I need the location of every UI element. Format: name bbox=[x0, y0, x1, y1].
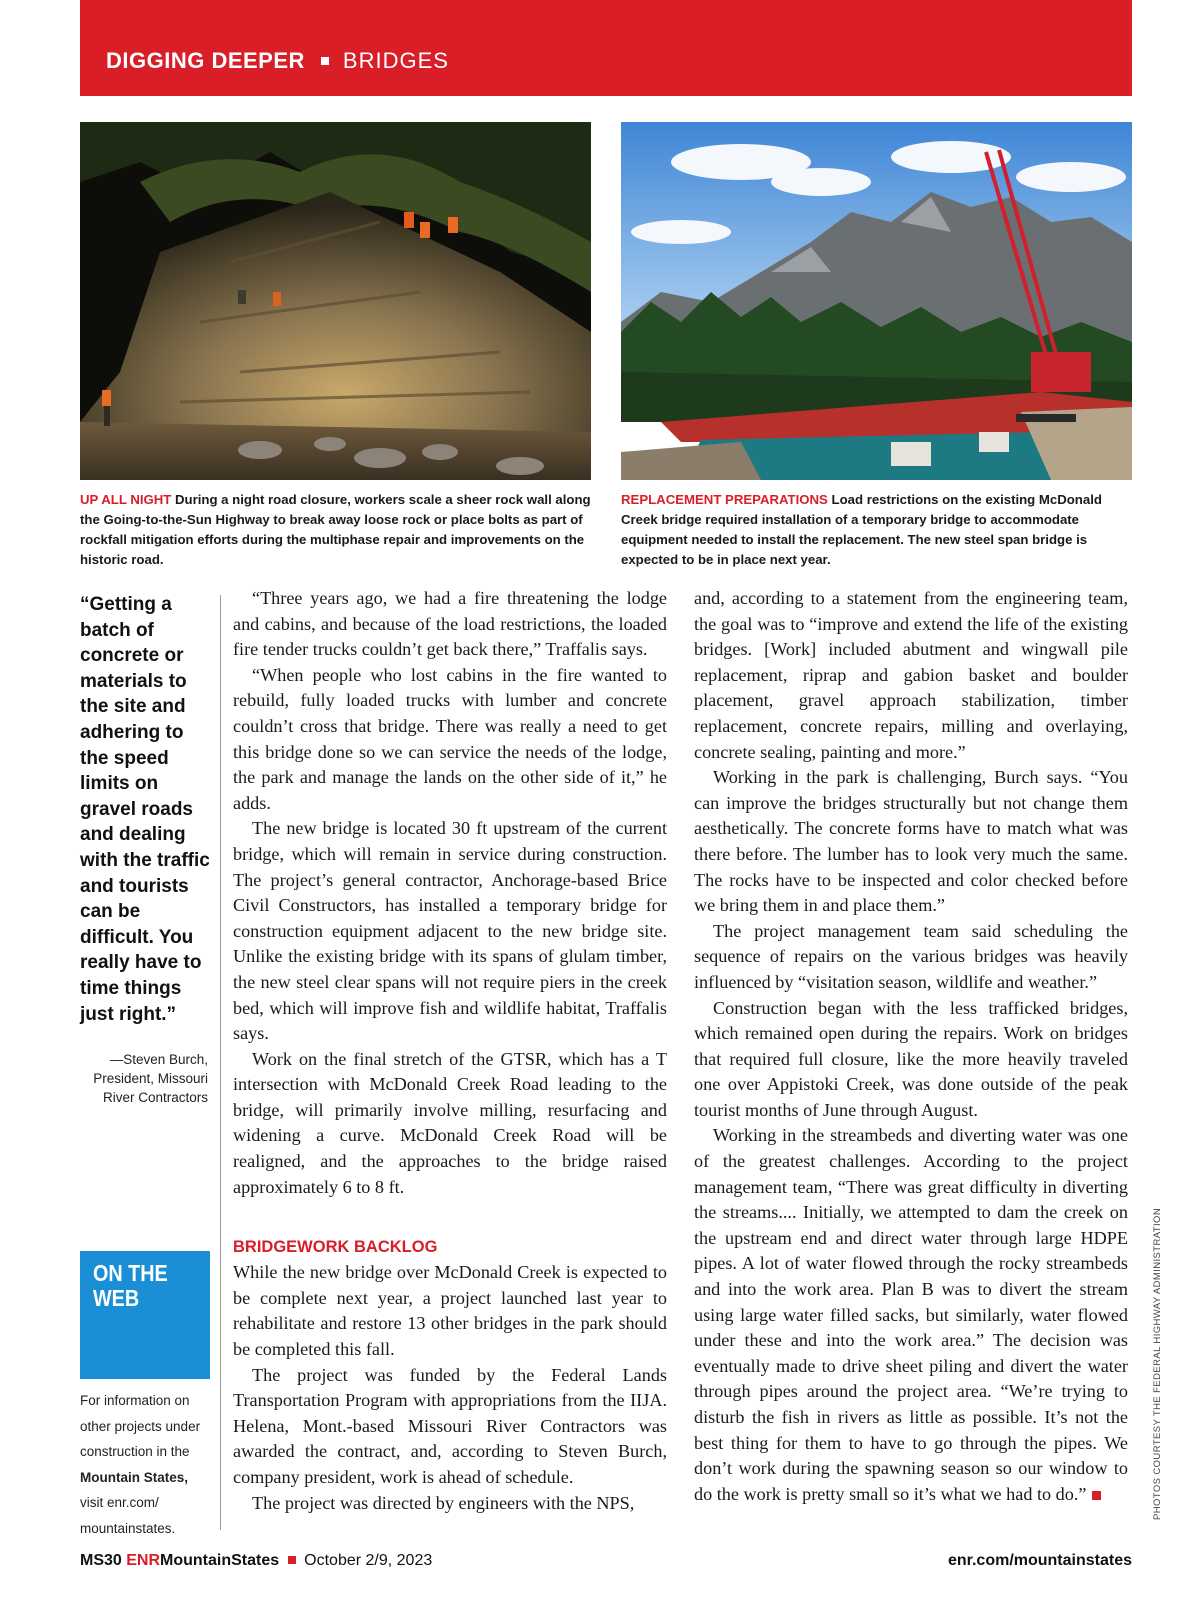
section-label: DIGGING DEEPER bbox=[106, 48, 305, 73]
photo-night-rock-wall bbox=[80, 122, 591, 480]
body-paragraph-text: Working in the streambeds and diverting water was one of the greatest challenges. According to the project management team, “There was great difficulty in diverting the streams.... Initially, we attempted to dam the creek on the upstream end and direct water through large HDPE pipes. A lot of water flowed through the rocky streambeds and into the work area. Plan B was to divert the stream using large water filled sacks, but similarly, water flowed under these and into the work area.” The decision was eventually made to drive sheet piling and divert the water through pipes around the project area. “We’re trying to disturb the fish in rivers as little as possible. It’s not the best thing for them to have to go through the pipes. We don’t work during the spawning season so our window to do the work is pretty small so it’s what we had to do.” bbox=[694, 1125, 1128, 1504]
footer-left bbox=[80, 1552, 432, 1570]
footer-square-icon bbox=[288, 1556, 296, 1564]
caption-replacement-preparations bbox=[621, 490, 1132, 570]
body-paragraph: “When people who lost cabins in the fire wanted to rebuild, fully loaded trucks with lumber and concrete couldn’t cross that bridge. There was really a need to get this bridge done so we can service the needs of the lodge, the park and manage the lands on the other side of it,” he adds. bbox=[233, 664, 667, 813]
caption-up-all-night bbox=[80, 490, 591, 570]
end-mark-icon bbox=[1092, 1491, 1101, 1500]
body-paragraph: Working in the park is challenging, Burch says. “You can improve the bridges structurally but not change them aesthetically. The concrete forms have to match what was there before. The lumber has to look very much the same. The rocks have to be inspected and color checked before we bring them in and place them.” bbox=[694, 767, 1128, 916]
banner-square-icon bbox=[321, 57, 329, 65]
body-paragraph-last bbox=[694, 1123, 1128, 1507]
section-banner bbox=[80, 0, 1132, 96]
footer-url[interactable]: enr.com/mountainstates bbox=[947, 1552, 1132, 1569]
on-the-web-bold: Mountain States, bbox=[80, 1469, 189, 1485]
article-column-middle bbox=[233, 586, 667, 1516]
photo-credit: PHOTOS COURTESY THE FEDERAL HIGHWAY ADMINISTRATION bbox=[1152, 1207, 1163, 1520]
article-column-right bbox=[694, 586, 1128, 1507]
topic-label: BRIDGES bbox=[342, 48, 449, 73]
subhead-bridgework-backlog: BRIDGEWORK BACKLOG bbox=[233, 1238, 438, 1257]
on-the-web-text-before: For information on other projects under construction in the bbox=[80, 1393, 201, 1460]
body-paragraph: The project management team said scheduling the sequence of repairs on the various bridges was heavily influenced by “visitation season, wildlife and weather.” bbox=[694, 920, 1128, 992]
on-the-web-text bbox=[80, 1388, 210, 1542]
body-paragraph: The new bridge is located 30 ft upstream of the current bridge, which will remain in service during construction. The project’s general contractor, Anchorage-based Brice Civil Constructors, has installed a temporary bridge for construction equipment adjacent to the new bridge site. Unlike the existing bridge with its spans of glulam timber, the new steel clear spans will not require piers in the creek bed, which will improve fish and wildlife habitat, Traffalis says. bbox=[233, 818, 667, 1044]
pull-quote: “Getting a batch of concrete or materials to the site and adhering to the speed limits on gravel roads and dealing with the traffic and tourists can be difficult. You really have to time things just right.” bbox=[80, 594, 210, 1025]
on-the-web-text-after: visit enr.com/ mountainstates. bbox=[80, 1495, 176, 1536]
pull-quote-attribution: —Steven Burch, President, Missouri River Contractors bbox=[93, 1052, 208, 1105]
on-the-web-box bbox=[80, 1251, 210, 1379]
caption-text: Load restrictions on the existing McDonald Creek bridge required installation of a temporary bridge to accommodate equipment needed to install the replacement. The new steel span bridge is expected to be in place next year. bbox=[621, 492, 1102, 567]
caption-head: UP ALL NIGHT bbox=[80, 492, 172, 507]
caption-text: During a night road closure, workers scale a sheer rock wall along the Going-to-the-Sun Highway to break away loose rock or place bolts as part of rockfall mitigation efforts during the multiphase repair and improvements on the historic road. bbox=[80, 492, 591, 567]
body-paragraph: The project was funded by the Federal Lands Transportation Program with appropriations from the IIJA. Helena, Mont.-based Missouri River Contractors was awarded the contract, and, according to Steven Burch, company president, work is ahead of schedule. bbox=[233, 1364, 667, 1487]
photo-mcdonald-creek-bridge bbox=[621, 122, 1132, 480]
page-folio: MS30 bbox=[80, 1552, 122, 1569]
body-paragraph: The project was directed by engineers with the NPS, bbox=[252, 1492, 635, 1513]
body-paragraph: and, according to a statement from the engineering team, the goal was to “improve and extend the life of the existing bridges. [Work] included abutment and wingwall pile replacement, riprap and gabion basket and boulder placement, gravel approach stabilization, timber replacement, concrete repairs, milling and overlaying, concrete sealing, painting and more.” bbox=[694, 588, 1128, 762]
body-paragraph: While the new bridge over McDonald Creek is expected to be complete next year, a project launched last year to rehabilitate and restore 13 other bridges in the park should be completed this fall. bbox=[233, 1262, 667, 1360]
body-paragraph: “Three years ago, we had a fire threatening the lodge and cabins, and because of the load restrictions, the loaded fire tender trucks couldn’t get back there,” Traffalis says. bbox=[233, 588, 667, 660]
body-paragraph: Construction began with the less trafficked bridges, which remained open during the repairs. Work on bridges that required full closure, like the more heavily traveled one over Appistoki Creek, was done outside of the peak tourist months of June through August. bbox=[694, 997, 1128, 1120]
caption-head: REPLACEMENT PREPARATIONS bbox=[621, 492, 828, 507]
column-rule bbox=[220, 595, 221, 1530]
banner-text bbox=[106, 48, 449, 74]
on-the-web-title: ON THE WEB bbox=[93, 1260, 168, 1311]
body-paragraph: Work on the final stretch of the GTSR, which has a T intersection with McDonald Creek Road leading to the bridge, will primarily involve milling, resurfacing and widening a curve. McDonald Creek Road will be realigned, and the approaches to the bridge raised approximately 6 to 8 ft. bbox=[233, 1048, 667, 1197]
brand-enr: ENR bbox=[126, 1552, 161, 1569]
issue-date: October 2/9, 2023 bbox=[304, 1552, 433, 1569]
brand-mountainstates: MountainStates bbox=[160, 1552, 280, 1569]
